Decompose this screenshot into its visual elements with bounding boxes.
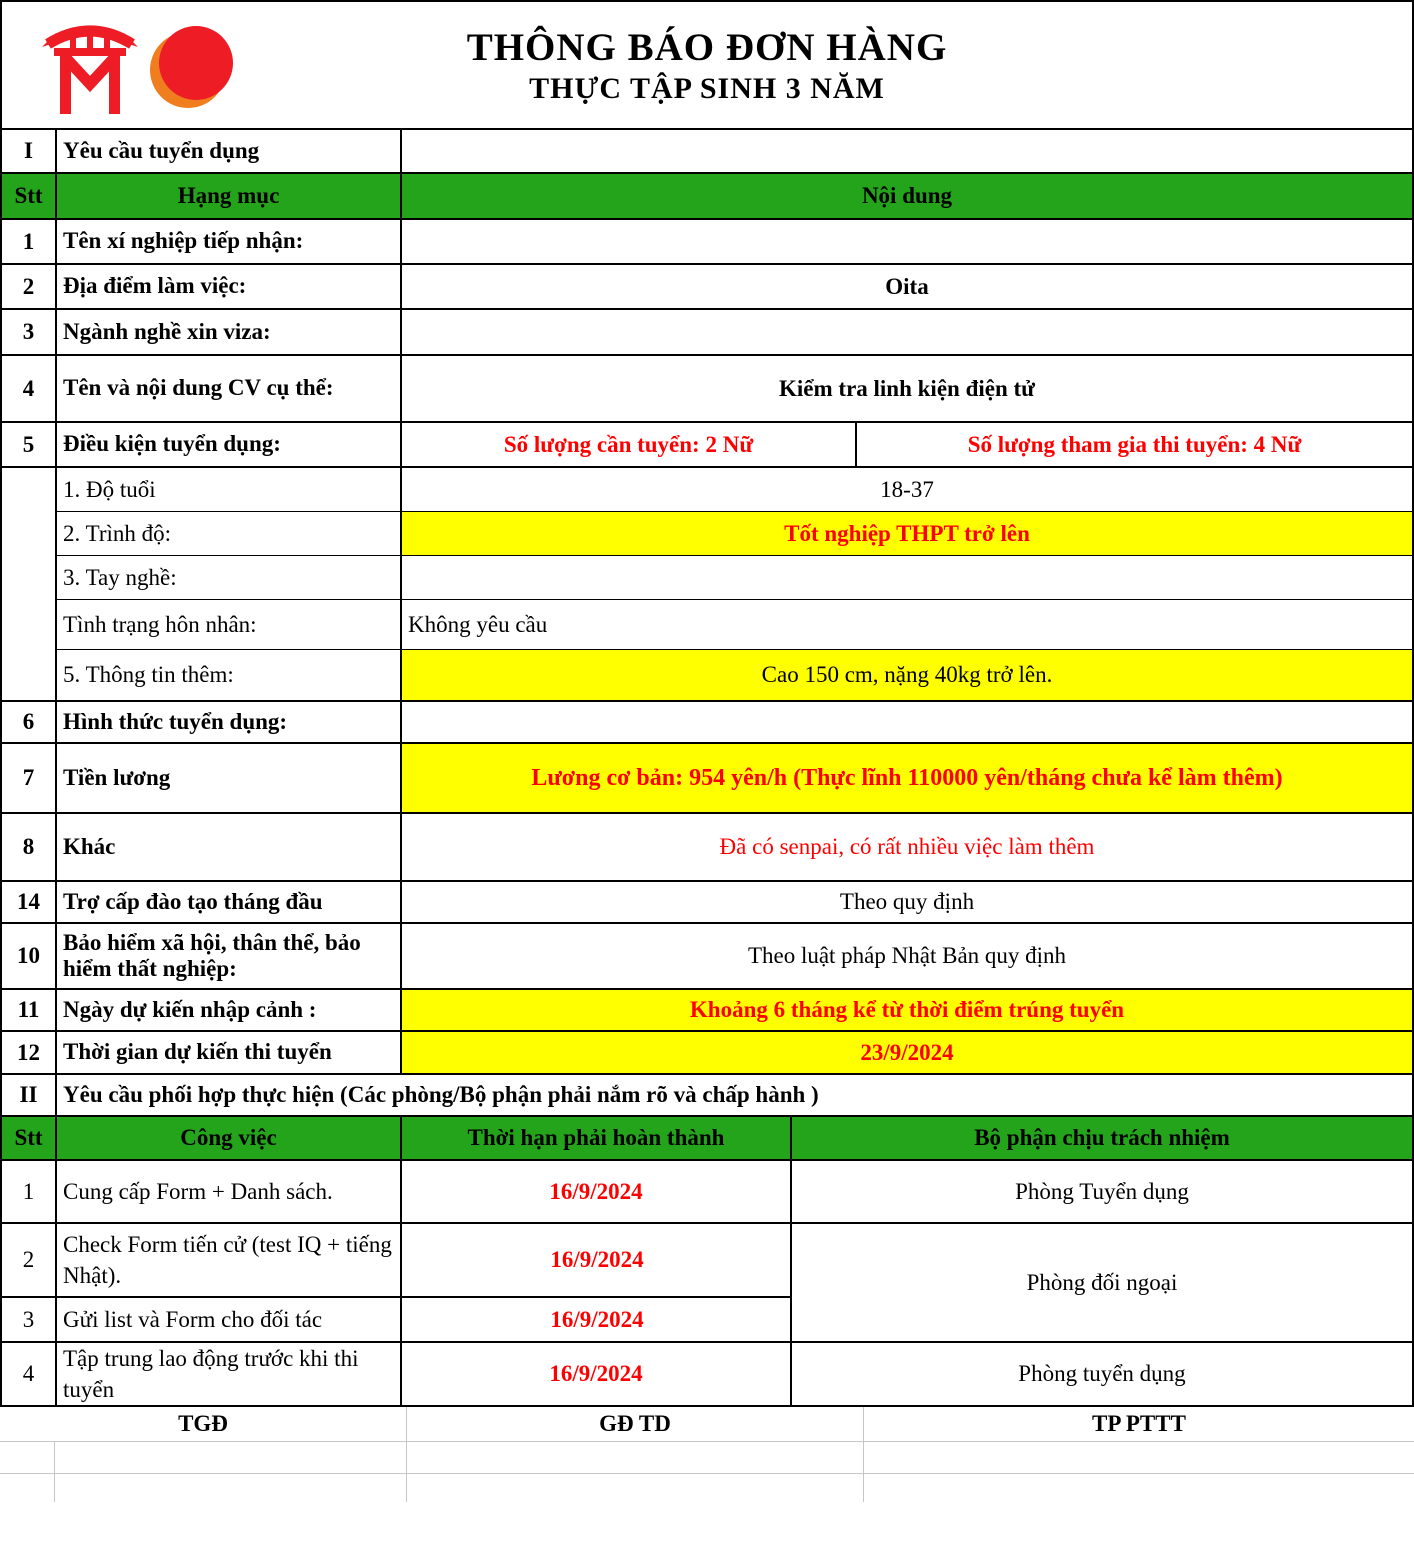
header-content: Nội dung	[861, 183, 953, 208]
row-location	[2, 265, 1412, 310]
row-number: 6	[2, 702, 57, 742]
empty-grid-row	[0, 1474, 1414, 1502]
conditions-subrows	[57, 468, 1412, 700]
row-value: Oita	[885, 273, 929, 299]
row-number: 2	[2, 265, 57, 308]
row-number: 5	[2, 423, 57, 466]
row-label: Địa điểm làm việc:	[57, 265, 402, 308]
task-number: 2	[2, 1224, 57, 1296]
row-exam-date	[2, 1032, 1412, 1075]
task-number: 4	[2, 1343, 57, 1405]
row-label: Bảo hiểm xã hội, thân thể, bảo hiểm thất nghiệp:	[57, 924, 402, 988]
section-title: Yêu cầu tuyển dụng	[57, 130, 402, 172]
signature-tgd: TGĐ	[0, 1407, 407, 1441]
signature-tppttt: TP PTTT	[1092, 1411, 1186, 1436]
row-value: Theo luật pháp Nhật Bản quy định	[747, 943, 1067, 968]
task-deadline: 16/9/2024	[550, 1247, 644, 1272]
task-department: Phòng Tuyển dụng	[1015, 1178, 1189, 1204]
row-value: Đã có senpai, có rất nhiều việc làm thêm	[719, 834, 1095, 859]
row-value: Kiểm tra linh kiện điện tử	[779, 375, 1035, 401]
row-value	[402, 310, 1412, 354]
task-number: 3	[2, 1298, 57, 1341]
row-label: Ngành nghề xin viza:	[57, 310, 402, 354]
row-number: 10	[2, 924, 57, 988]
row-label: Trợ cấp đào tạo tháng đầu	[57, 882, 402, 922]
section-number: II	[2, 1075, 57, 1115]
subrow-additional-info	[57, 650, 1412, 700]
salary-value: Lương cơ bản: 954 yên/h (Thực lĩnh 110000 yên/tháng chưa kể làm thêm)	[402, 744, 1412, 812]
row-number: 14	[2, 882, 57, 922]
task-deadline: 16/9/2024	[402, 1343, 792, 1405]
empty-cell	[0, 1474, 55, 1502]
table2-header-row	[2, 1117, 1412, 1161]
signature-gdtd: GĐ TD	[407, 1407, 864, 1441]
task-rows-2-3	[2, 1224, 1412, 1343]
subrow-value	[402, 556, 1412, 599]
task-department: Phòng tuyển dụng	[1018, 1361, 1186, 1386]
task-text: Cung cấp Form + Danh sách.	[57, 1161, 402, 1222]
row-salary	[2, 744, 1412, 814]
subrow-label: 2. Trình độ:	[57, 512, 402, 555]
header-deadline: Thời hạn phải hoàn thành	[402, 1117, 792, 1159]
header-category: Hạng mục	[57, 174, 402, 218]
row-number: 7	[2, 744, 57, 812]
subrow-skill	[57, 556, 1412, 600]
merged-empty-stt-cell	[2, 468, 57, 700]
merged-department-cell: Phòng đối ngoại	[1026, 1269, 1178, 1295]
task-text: Tập trung lao động trước khi thi tuyển	[57, 1343, 402, 1405]
empty-grid-row	[0, 1442, 1414, 1474]
subrow-label: 1. Độ tuổi	[57, 468, 402, 511]
row-number: 1	[2, 220, 57, 263]
row-label: Ngày dự kiến nhập cảnh :	[57, 990, 402, 1030]
subrow-label: Tình trạng hôn nhân:	[57, 600, 402, 649]
row-insurance	[2, 924, 1412, 990]
row-label: Hình thức tuyển dụng:	[57, 702, 402, 742]
empty-cell	[55, 1442, 407, 1473]
row-label: Tên và nội dung CV cụ thể:	[57, 356, 402, 421]
empty-cell	[402, 130, 1412, 172]
empty-cell	[864, 1474, 1414, 1502]
subrow-value: 18-37	[880, 476, 934, 502]
row-value	[402, 702, 1412, 742]
section-2-row	[2, 1075, 1412, 1117]
row-label: Khác	[57, 814, 402, 880]
header-stt: Stt	[2, 1117, 57, 1159]
recruit-count-value: Số lượng cần tuyển: 2 Nữ	[402, 423, 857, 466]
task-text: Check Form tiến cử (test IQ + tiếng Nhật).	[57, 1224, 402, 1296]
row-number: 12	[2, 1032, 57, 1073]
subrow-value: Không yêu cầu	[408, 611, 548, 637]
row-label: Điều kiện tuyển dụng:	[57, 423, 402, 466]
row-company	[2, 220, 1412, 265]
row-conditions	[2, 423, 1412, 468]
row-number: 11	[2, 990, 57, 1030]
subrow-value: Tốt nghiệp THPT trở lên	[402, 512, 1412, 555]
row-label: Thời gian dự kiến thi tuyển	[57, 1032, 402, 1073]
header-stt: Stt	[2, 174, 57, 218]
conditions-subtable	[2, 468, 1412, 702]
row-label: Tên xí nghiệp tiếp nhận:	[57, 220, 402, 263]
section-title: Yêu cầu phối hợp thực hiện (Các phòng/Bộ phận phải nắm rõ và chấp hành )	[63, 1082, 819, 1107]
table1-header-row	[2, 174, 1412, 220]
empty-cell	[55, 1474, 407, 1502]
task-row-2	[2, 1224, 790, 1298]
subrow-age	[57, 468, 1412, 512]
row-number: 3	[2, 310, 57, 354]
row-value: 23/9/2024	[402, 1032, 1412, 1073]
row-recruit-form	[2, 702, 1412, 744]
exam-count-value: Số lượng tham gia thi tuyển: 4 Nữ	[967, 431, 1302, 457]
task-row-1	[2, 1161, 1412, 1224]
task-text: Gửi list và Form cho đối tác	[57, 1298, 402, 1341]
subrow-marital-status	[57, 600, 1412, 650]
task-deadline: 16/9/2024	[550, 1306, 644, 1332]
task-row-4	[2, 1343, 1412, 1405]
document-header	[2, 2, 1412, 130]
row-value: Khoảng 6 tháng kể từ thời điểm trúng tuyển	[402, 990, 1412, 1030]
empty-cell	[864, 1442, 1414, 1473]
task-rows-2-3-left	[2, 1224, 792, 1341]
empty-cell	[407, 1474, 864, 1502]
signature-row	[0, 1407, 1414, 1442]
row-value: Theo quy định	[839, 889, 975, 914]
subrow-value: Cao 150 cm, nặng 40kg trở lên.	[402, 650, 1412, 700]
row-training-allowance	[2, 882, 1412, 924]
row-cv	[2, 356, 1412, 423]
row-number: 8	[2, 814, 57, 880]
page-title: THÔNG BÁO ĐƠN HÀNG	[466, 25, 948, 69]
subrow-education	[57, 512, 1412, 556]
row-number: 4	[2, 356, 57, 421]
row-entry-date	[2, 990, 1412, 1032]
row-visa	[2, 310, 1412, 356]
torii-sun-logo-icon	[35, 14, 245, 120]
company-logo	[35, 14, 245, 120]
row-other	[2, 814, 1412, 882]
subrow-label: 3. Tay nghề:	[57, 556, 402, 599]
empty-cell	[407, 1442, 864, 1473]
task-deadline: 16/9/2024	[402, 1161, 792, 1222]
section-1-row	[2, 130, 1412, 174]
page-subtitle: THỰC TẬP SINH 3 NĂM	[529, 71, 885, 105]
signature-section	[0, 1407, 1414, 1502]
task-number: 1	[2, 1161, 57, 1222]
row-label: Tiền lương	[57, 744, 402, 812]
empty-cell	[0, 1442, 55, 1473]
header-task: Công việc	[57, 1117, 402, 1159]
section-number: I	[2, 130, 57, 172]
task-row-3	[2, 1298, 790, 1341]
header-department: Bộ phận chịu trách nhiệm	[974, 1125, 1230, 1150]
row-value	[402, 220, 1412, 263]
subrow-label: 5. Thông tin thêm:	[57, 650, 402, 700]
